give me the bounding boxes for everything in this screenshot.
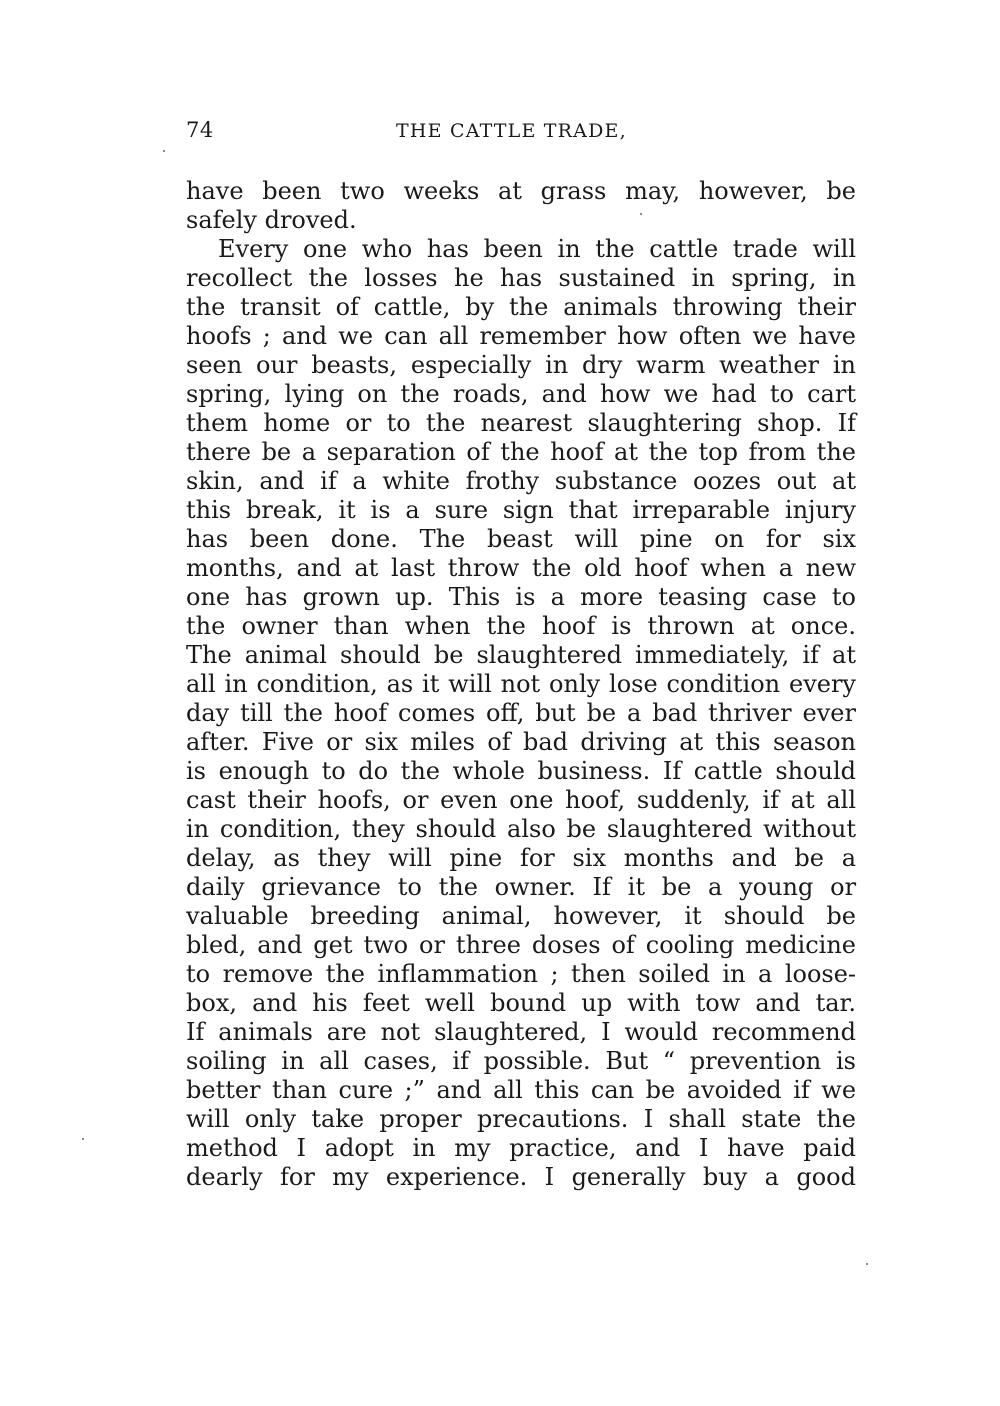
text-line: to remove the inflammation ; then soiled in a loose- — [186, 960, 857, 988]
page-number: 74 — [186, 118, 214, 142]
text-line: seen our beasts, especially in dry warm weather in — [186, 351, 856, 379]
text-line: have been two weeks at grass may, however, be — [186, 177, 856, 205]
text-line: bled, and get two or three doses of cooling medicine — [186, 931, 857, 959]
text-line: there be a separation of the hoof at the top from the — [186, 438, 856, 466]
text-line: in condition, they should also be slaughtered without — [186, 815, 856, 843]
text-line: hoofs ; and we can all remember how often we have — [186, 322, 856, 350]
text-line: day till the hoof comes off, but be a bad thriver ever — [186, 699, 856, 727]
text-line: cast their hoofs, or even one hoof, suddenly, if at all — [186, 786, 857, 814]
text-line: after. Five or six miles of bad driving at this season — [186, 728, 856, 756]
running-title: THE CATTLE TRADE, — [396, 120, 627, 142]
text-line: dearly for my experience. I generally buy a good — [186, 1163, 856, 1191]
text-line: months, and at last throw the old hoof when a new — [186, 554, 856, 582]
text-line: will only take proper precautions. I shall state the — [186, 1105, 856, 1133]
text-line: spring, lying on the roads, and how we had to cart — [186, 380, 856, 408]
text-line: The animal should be slaughtered immediately, if at — [186, 641, 857, 669]
text-line: is enough to do the whole business. If cattle should — [186, 757, 857, 785]
text-line: the transit of cattle, by the animals throwing their — [186, 293, 856, 321]
text-line: method I adopt in my practice, and I have paid — [186, 1134, 856, 1162]
scan-speck — [640, 213, 642, 215]
text-line: the owner than when the hoof is thrown at once. — [186, 612, 856, 640]
text-line: better than cure ;” and all this can be avoided if we — [186, 1076, 857, 1104]
paragraph-start-line: Every one who has been in the cattle trade will — [218, 235, 857, 263]
text-line: this break, it is a sure sign that irreparable injury — [186, 496, 856, 524]
scan-speck — [163, 150, 165, 152]
body-text — [186, 177, 856, 1192]
text-line: recollect the losses he has sustained in spring, in — [186, 264, 857, 292]
text-line: one has grown up. This is a more teasing case to — [186, 583, 856, 611]
text-line: daily grievance to the owner. If it be a young or — [186, 873, 857, 901]
text-line: valuable breeding animal, however, it should be — [186, 902, 857, 930]
text-line: box, and his feet well bound up with tow and tar. — [186, 989, 856, 1017]
text-line: If animals are not slaughtered, I would recommend — [186, 1018, 856, 1046]
scan-speck — [866, 1263, 868, 1265]
text-line: safely droved. — [186, 206, 357, 234]
text-line: them home or to the nearest slaughtering shop. If — [186, 409, 856, 437]
text-line: skin, and if a white frothy substance oozes out at — [186, 467, 856, 495]
text-line: has been done. The beast will pine on for six — [186, 525, 856, 553]
text-line: all in condition, as it will not only lose condition every — [186, 670, 856, 698]
text-line: soiling in all cases, if possible. But “ prevention is — [186, 1047, 856, 1075]
text-line: delay, as they will pine for six months and be a — [186, 844, 857, 872]
scan-speck — [82, 1138, 84, 1140]
